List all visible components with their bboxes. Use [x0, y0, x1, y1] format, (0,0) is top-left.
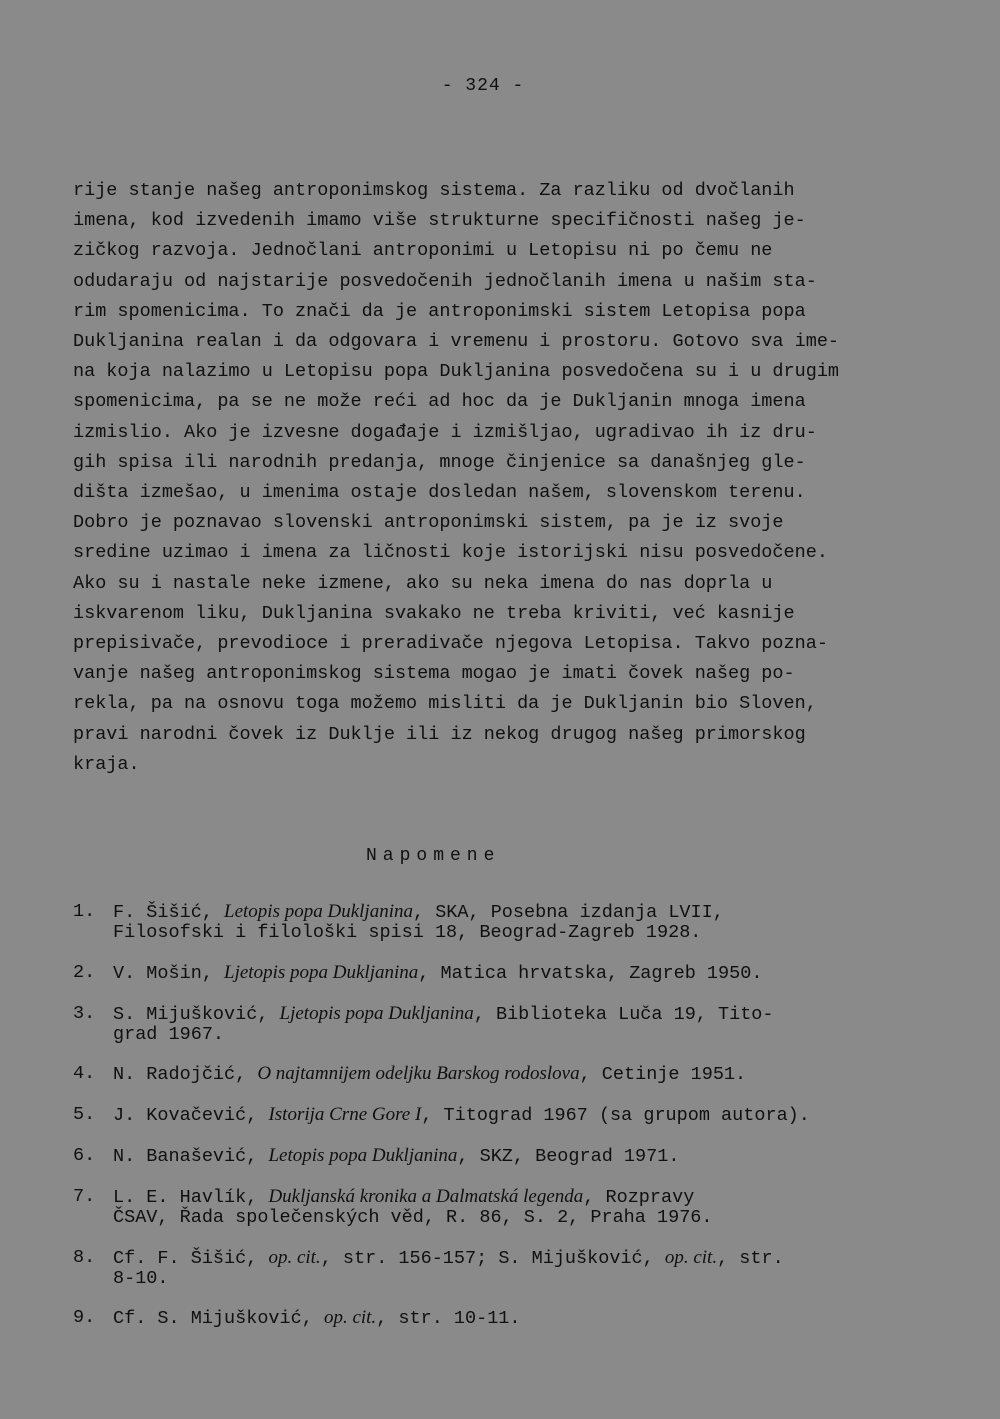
text-line: iskvarenom liku, Dukljanina svakako ne treba kriviti, već kasnije	[73, 602, 795, 624]
text-line: Dobro je poznavao slovenski antroponimski sistem, pa je iz svoje	[73, 512, 784, 534]
note-item	[73, 1146, 973, 1167]
text-line: gih spisa ili narodnih predanja, mnoge činjenice sa današnjeg gle-	[73, 451, 806, 473]
note-title: op. cit.	[664, 1246, 718, 1268]
text-line: zičkog razvoja. Jednočlani antroponimi u Letopisu ni po čemu ne	[73, 240, 773, 262]
note-item	[73, 902, 973, 943]
text-line: rim spomenicima. To znači da je antroponimski sistem Letopisa popa	[73, 300, 806, 322]
note-item	[73, 963, 973, 984]
note-author: J. Kovačević,	[113, 1105, 269, 1127]
text-line: na koja nalazimo u Letopisu popa Dukljanina posvedočena su i u drugim	[73, 361, 840, 383]
note-number: 6.	[73, 1144, 96, 1166]
note-details: , Cetinje 1951.	[579, 1064, 747, 1086]
note-text	[113, 1064, 746, 1085]
note-title: Istorija Crne Gore I	[268, 1104, 422, 1126]
page-number: - 324 -	[441, 76, 525, 96]
note-details: , SKA, Posebna izdanja LVII, Filosofski i filološki spisi 18, Beograd-Zagreb 1928.	[113, 902, 724, 943]
note-author: Cf. S. Mijušković,	[113, 1308, 324, 1330]
note-title: op. cit.	[268, 1246, 321, 1268]
note-title: Ljetopis popa Dukljanina	[224, 961, 419, 983]
note-author: F. Šišić,	[113, 902, 225, 923]
text-line: pravi narodni čovek iz Duklje ili iz nekog drugog našeg primorskog	[73, 723, 806, 745]
note-title: Letopis popa Dukljanina	[268, 1144, 458, 1166]
text-line: spomenicima, pa se ne može reći ad hoc da je Dukljanin mnoga imena	[73, 391, 806, 413]
text-line: imena, kod izvedenih imamo više strukturne specifičnosti našeg je-	[73, 210, 806, 232]
note-details: , str. 8-10.	[113, 1247, 784, 1289]
note-text	[113, 1248, 784, 1289]
note-item	[73, 1308, 973, 1329]
note-text	[113, 963, 762, 984]
note-number: 1.	[73, 901, 96, 922]
note-item	[73, 1105, 973, 1126]
note-title: Dukljanská kronika a Dalmatská legenda	[268, 1185, 584, 1207]
note-author: S. Mijušković,	[113, 1003, 280, 1025]
note-author: N. Radojčić,	[113, 1064, 258, 1086]
text-line: prepisivače, prevodioce i preradivače njegova Letopisa. Takvo pozna-	[73, 633, 828, 655]
text-line: Ako su i nastale neke izmene, ako su neka imena do nas doprla u	[73, 572, 773, 594]
note-details: , str. 10-11.	[376, 1308, 521, 1330]
note-details: , Matica hrvatska, Zagreb 1950.	[418, 962, 763, 984]
note-text	[113, 1308, 521, 1329]
text-line: rekla, pa na osnovu toga možemo misliti da je Dukljanin bio Sloven,	[73, 693, 817, 715]
note-item	[73, 1064, 973, 1085]
note-author: N. Banašević,	[113, 1145, 269, 1167]
note-text	[113, 1105, 810, 1126]
note-text	[113, 902, 724, 943]
note-author: L. E. Havlík,	[113, 1186, 269, 1208]
note-details: , Rozpravy ČSAV, Řada společenských věd, R. 86, S. 2, Praha 1976.	[113, 1186, 713, 1228]
note-details: , str. 156-157; S. Mijušković,	[320, 1247, 665, 1269]
note-text	[113, 1004, 774, 1045]
text-line: dišta izmešao, u imenima ostaje dosledan našem, slovenskom terenu.	[73, 482, 806, 504]
note-author: Cf. F. Šišić,	[113, 1247, 269, 1269]
note-number: 7.	[73, 1185, 96, 1207]
note-number: 5.	[73, 1104, 96, 1126]
note-number: 2.	[73, 961, 96, 983]
note-text	[113, 1146, 679, 1167]
note-number: 8.	[73, 1246, 96, 1268]
note-number: 3.	[73, 1002, 96, 1024]
note-title: O najtamnijem odeljku Barskog rodoslova	[257, 1063, 580, 1085]
note-item	[73, 1004, 973, 1045]
note-number: 9.	[73, 1307, 96, 1329]
note-item	[73, 1187, 973, 1228]
note-author: V. Mošin,	[113, 962, 225, 984]
body-text	[73, 176, 973, 780]
notes-heading: Napomene	[366, 846, 501, 866]
text-line: vanje našeg antroponimskog sistema mogao je imati čovek našeg po-	[73, 663, 795, 685]
note-number: 4.	[73, 1063, 96, 1085]
text-line: izmislio. Ako je izvesne događaje i izmišljao, ugradivao ih iz dru-	[73, 421, 817, 443]
note-details: , SKZ, Beograd 1971.	[457, 1145, 680, 1167]
note-title: Ljetopis popa Dukljanina	[279, 1002, 474, 1024]
text-line: Dukljanina realan i da odgovara i vremenu i prostoru. Gotovo sva ime-	[73, 331, 840, 353]
text-line: sredine uzimao i imena za ličnosti koje istorijski nisu posvedočene.	[73, 542, 828, 564]
note-title: op. cit.	[323, 1307, 377, 1329]
notes-list	[73, 902, 973, 1349]
note-item	[73, 1248, 973, 1289]
text-line: rije stanje našeg antroponimskog sistema. Za razliku od dvočlanih	[73, 180, 795, 201]
note-text	[113, 1187, 713, 1228]
note-details: , Biblioteka Luča 19, Tito- grad 1967.	[113, 1003, 774, 1045]
note-details: , Titograd 1967 (sa grupom autora).	[421, 1105, 810, 1127]
text-line: kraja.	[73, 753, 140, 775]
text-line: odudaraju od najstarije posvedočenih jednočlanih imena u našim sta-	[73, 270, 817, 292]
note-title: Letopis popa Dukljanina	[224, 901, 413, 922]
